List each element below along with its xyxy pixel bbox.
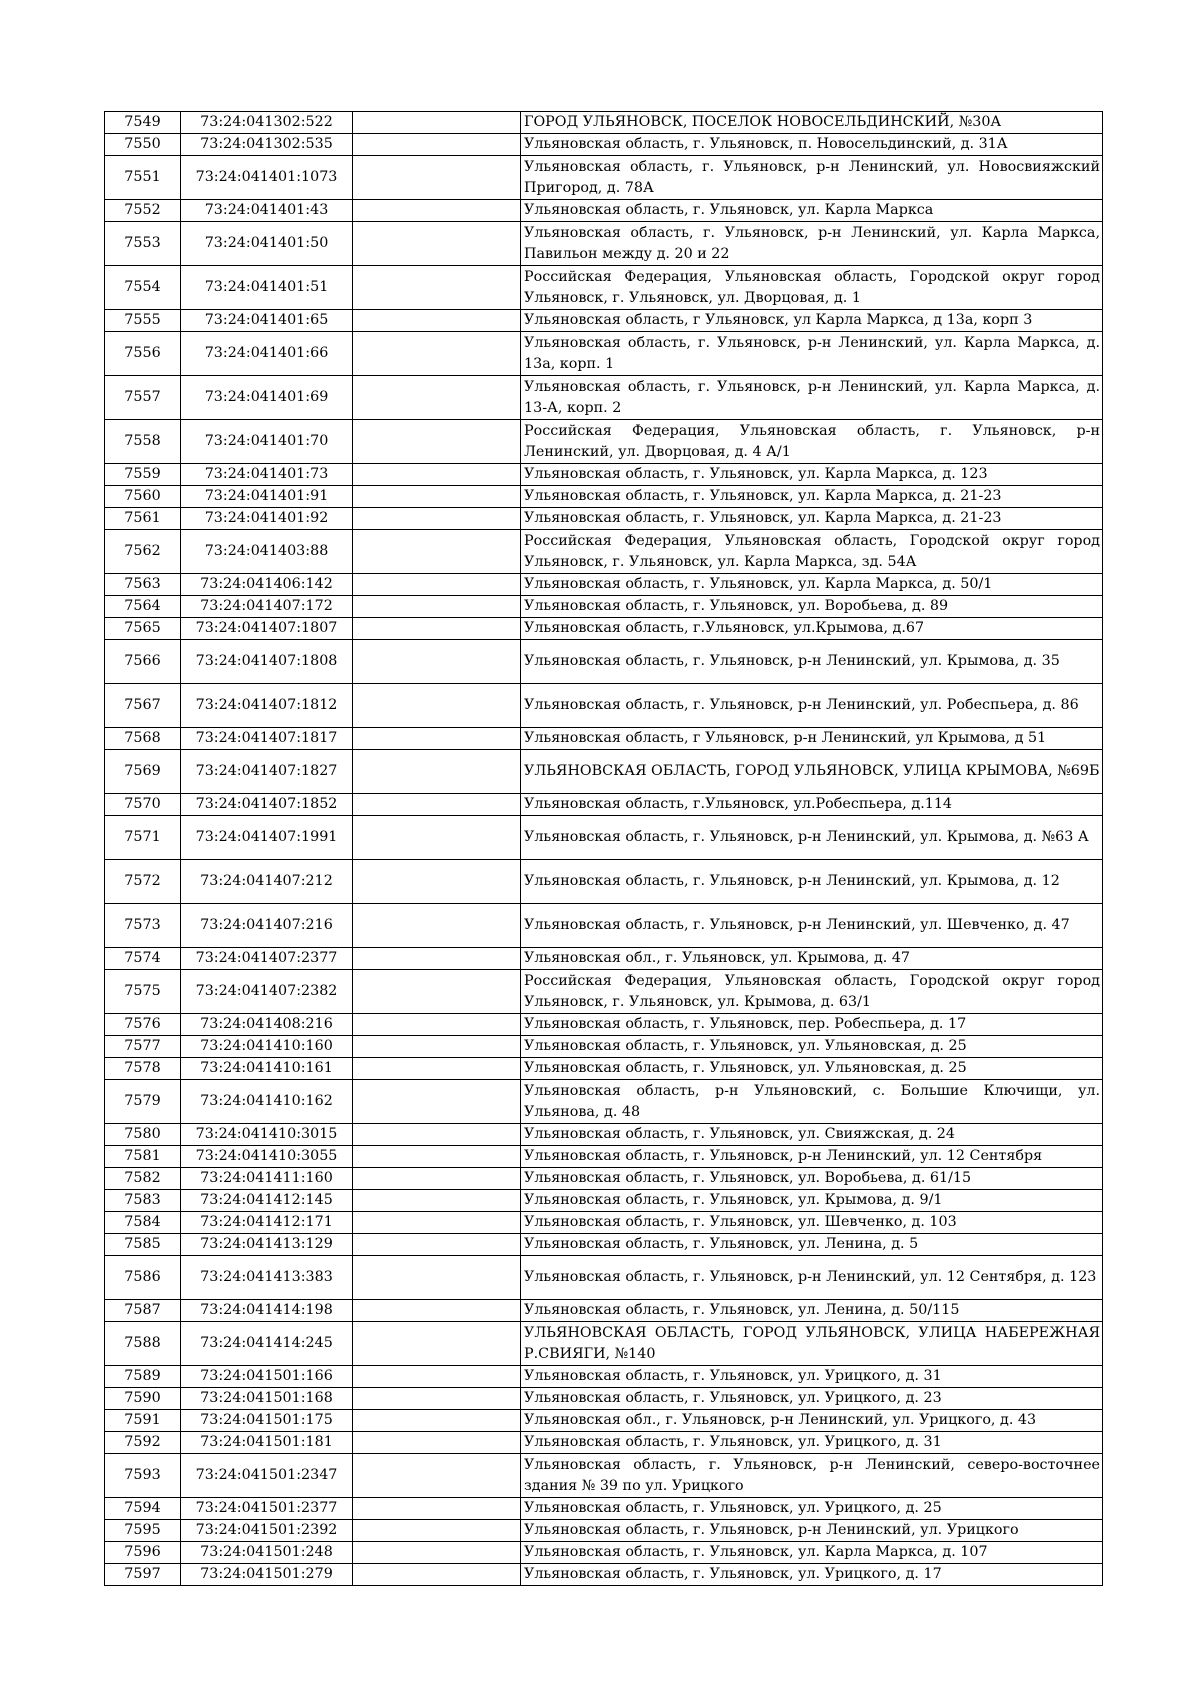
empty-cell <box>353 464 521 486</box>
address: Ульяновская область, г. Ульяновск, ул. Карла Маркса, д. 107 <box>521 1542 1103 1564</box>
cadastral-number: 73:24:041412:145 <box>181 1190 353 1212</box>
row-number: 7569 <box>105 750 181 794</box>
empty-cell <box>353 596 521 618</box>
cadastral-number: 73:24:041401:51 <box>181 266 353 310</box>
cadastral-number: 73:24:041401:69 <box>181 376 353 420</box>
table-row <box>105 134 1103 156</box>
table-row <box>105 1212 1103 1234</box>
table-row <box>105 1014 1103 1036</box>
address: Ульяновская область, г Ульяновск, р-н Ленинский, ул Крымова, д 51 <box>521 728 1103 750</box>
row-number: 7562 <box>105 530 181 574</box>
empty-cell <box>353 530 521 574</box>
row-number: 7579 <box>105 1080 181 1124</box>
empty-cell <box>353 1058 521 1080</box>
address: Ульяновская область, г. Ульяновск, р-н Ленинский, ул. Крымова, д. 35 <box>521 640 1103 684</box>
row-number: 7583 <box>105 1190 181 1212</box>
table-row <box>105 530 1103 574</box>
row-number: 7587 <box>105 1300 181 1322</box>
table-row <box>105 728 1103 750</box>
cadastral-number: 73:24:041410:3015 <box>181 1124 353 1146</box>
empty-cell <box>353 640 521 684</box>
table-row <box>105 1498 1103 1520</box>
cadastral-number: 73:24:041406:142 <box>181 574 353 596</box>
row-number: 7580 <box>105 1124 181 1146</box>
row-number: 7563 <box>105 574 181 596</box>
table-row <box>105 1564 1103 1586</box>
table-row <box>105 508 1103 530</box>
address: Ульяновская область, г. Ульяновск, р-н Ленинский, ул. Карла Маркса, д. 13а, корп. 1 <box>521 332 1103 376</box>
cadastral-number: 73:24:041414:198 <box>181 1300 353 1322</box>
address: УЛЬЯНОВСКАЯ ОБЛАСТЬ, ГОРОД УЛЬЯНОВСК, УЛИЦА КРЫМОВА, №69Б <box>521 750 1103 794</box>
table-row <box>105 794 1103 816</box>
address: Российская Федерация, Ульяновская область, Городской округ город Ульяновск, г. Ульяновск, ул. Крымова, д. 63/1 <box>521 970 1103 1014</box>
table-row <box>105 1036 1103 1058</box>
table-row <box>105 574 1103 596</box>
empty-cell <box>353 310 521 332</box>
table-row <box>105 970 1103 1014</box>
table-row <box>105 1146 1103 1168</box>
empty-cell <box>353 486 521 508</box>
row-number: 7586 <box>105 1256 181 1300</box>
address: Ульяновская область, г. Ульяновск, ул. Свияжская, д. 24 <box>521 1124 1103 1146</box>
cadastral-number: 73:24:041501:2377 <box>181 1498 353 1520</box>
empty-cell <box>353 1520 521 1542</box>
row-number: 7571 <box>105 816 181 860</box>
empty-cell <box>353 332 521 376</box>
cadastral-number: 73:24:041401:73 <box>181 464 353 486</box>
address: Ульяновская область, г. Ульяновск, ул. Карла Маркса, д. 21-23 <box>521 486 1103 508</box>
registry-table <box>104 111 1103 1586</box>
address: Российская Федерация, Ульяновская область, г. Ульяновск, р-н Ленинский, ул. Дворцовая, д. 4 А/1 <box>521 420 1103 464</box>
empty-cell <box>353 200 521 222</box>
empty-cell <box>353 816 521 860</box>
address: Ульяновская область, г. Ульяновск, пер. Робеспьера, д. 17 <box>521 1014 1103 1036</box>
address: Ульяновская область, г. Ульяновск, ул. Урицкого, д. 23 <box>521 1388 1103 1410</box>
row-number: 7577 <box>105 1036 181 1058</box>
address: Ульяновская область, г. Ульяновск, п. Новосельдинский, д. 31А <box>521 134 1103 156</box>
cadastral-number: 73:24:041501:2347 <box>181 1454 353 1498</box>
table-row <box>105 596 1103 618</box>
address: Ульяновская область, г. Ульяновск, ул. Ленина, д. 50/115 <box>521 1300 1103 1322</box>
table-row <box>105 948 1103 970</box>
empty-cell <box>353 156 521 200</box>
address: Ульяновская область, г. Ульяновск, ул. Карла Маркса, д. 123 <box>521 464 1103 486</box>
cadastral-number: 73:24:041407:1991 <box>181 816 353 860</box>
address: Ульяновская область, г. Ульяновск, ул. Ленина, д. 5 <box>521 1234 1103 1256</box>
address: Ульяновская область, г. Ульяновск, ул. Ульяновская, д. 25 <box>521 1036 1103 1058</box>
empty-cell <box>353 1190 521 1212</box>
address: Ульяновская область, г. Ульяновск, р-н Ленинский, ул. Робеспьера, д. 86 <box>521 684 1103 728</box>
address: Российская Федерация, Ульяновская область, Городской округ город Ульяновск, г. Ульяновск, ул. Карла Маркса, зд. 54А <box>521 530 1103 574</box>
row-number: 7553 <box>105 222 181 266</box>
row-number: 7556 <box>105 332 181 376</box>
row-number: 7581 <box>105 1146 181 1168</box>
empty-cell <box>353 794 521 816</box>
row-number: 7568 <box>105 728 181 750</box>
address: Ульяновская обл., г. Ульяновск, ул. Крымова, д. 47 <box>521 948 1103 970</box>
table-row <box>105 1124 1103 1146</box>
empty-cell <box>353 728 521 750</box>
row-number: 7585 <box>105 1234 181 1256</box>
empty-cell <box>353 1498 521 1520</box>
row-number: 7572 <box>105 860 181 904</box>
cadastral-number: 73:24:041401:65 <box>181 310 353 332</box>
row-number: 7576 <box>105 1014 181 1036</box>
cadastral-number: 73:24:041407:1808 <box>181 640 353 684</box>
table-row <box>105 750 1103 794</box>
empty-cell <box>353 420 521 464</box>
empty-cell <box>353 1124 521 1146</box>
table-row <box>105 1168 1103 1190</box>
table-row <box>105 222 1103 266</box>
row-number: 7558 <box>105 420 181 464</box>
address: Ульяновская область, г. Ульяновск, ул. Урицкого, д. 17 <box>521 1564 1103 1586</box>
empty-cell <box>353 1388 521 1410</box>
address: Ульяновская обл., г. Ульяновск, р-н Ленинский, ул. Урицкого, д. 43 <box>521 1410 1103 1432</box>
address: Ульяновская область, г. Ульяновск, ул. Воробьева, д. 61/15 <box>521 1168 1103 1190</box>
row-number: 7567 <box>105 684 181 728</box>
cadastral-number: 73:24:041407:212 <box>181 860 353 904</box>
address: Ульяновская область, г. Ульяновск, р-н Ленинский, ул. Новосвияжский Пригород, д. 78А <box>521 156 1103 200</box>
cadastral-number: 73:24:041401:50 <box>181 222 353 266</box>
address: Ульяновская область, г. Ульяновск, р-н Ленинский, северо-восточнее здания № 39 по ул. Урицкого <box>521 1454 1103 1498</box>
cadastral-number: 73:24:041407:1827 <box>181 750 353 794</box>
row-number: 7596 <box>105 1542 181 1564</box>
address: Российская Федерация, Ульяновская область, Городской округ город Ульяновск, г. Ульяновск, ул. Дворцовая, д. 1 <box>521 266 1103 310</box>
empty-cell <box>353 1212 521 1234</box>
table-row <box>105 1366 1103 1388</box>
empty-cell <box>353 1454 521 1498</box>
cadastral-number: 73:24:041302:522 <box>181 112 353 134</box>
table-row <box>105 376 1103 420</box>
address: Ульяновская область, г.Ульяновск, ул.Робеспьера, д.114 <box>521 794 1103 816</box>
table-row <box>105 1256 1103 1300</box>
table-row <box>105 904 1103 948</box>
table-row <box>105 1300 1103 1322</box>
address: Ульяновская область, г. Ульяновск, р-н Ленинский, ул. 12 Сентября, д. 123 <box>521 1256 1103 1300</box>
empty-cell <box>353 970 521 1014</box>
cadastral-number: 73:24:041407:1812 <box>181 684 353 728</box>
empty-cell <box>353 1410 521 1432</box>
address: УЛЬЯНОВСКАЯ ОБЛАСТЬ, ГОРОД УЛЬЯНОВСК, УЛИЦА НАБЕРЕЖНАЯ Р.СВИЯГИ, №140 <box>521 1322 1103 1366</box>
cadastral-number: 73:24:041401:91 <box>181 486 353 508</box>
table-row <box>105 1432 1103 1454</box>
row-number: 7551 <box>105 156 181 200</box>
registry-body <box>105 112 1103 1586</box>
empty-cell <box>353 1256 521 1300</box>
empty-cell <box>353 574 521 596</box>
table-row <box>105 640 1103 684</box>
empty-cell <box>353 1036 521 1058</box>
empty-cell <box>353 376 521 420</box>
row-number: 7584 <box>105 1212 181 1234</box>
row-number: 7564 <box>105 596 181 618</box>
row-number: 7560 <box>105 486 181 508</box>
row-number: 7566 <box>105 640 181 684</box>
row-number: 7575 <box>105 970 181 1014</box>
row-number: 7554 <box>105 266 181 310</box>
table-row <box>105 1234 1103 1256</box>
cadastral-number: 73:24:041412:171 <box>181 1212 353 1234</box>
row-number: 7574 <box>105 948 181 970</box>
address: Ульяновская область, г. Ульяновск, р-н Ленинский, ул. 12 Сентября <box>521 1146 1103 1168</box>
table-row <box>105 1520 1103 1542</box>
row-number: 7570 <box>105 794 181 816</box>
empty-cell <box>353 1366 521 1388</box>
row-number: 7588 <box>105 1322 181 1366</box>
cadastral-number: 73:24:041401:43 <box>181 200 353 222</box>
empty-cell <box>353 266 521 310</box>
empty-cell <box>353 1234 521 1256</box>
address: Ульяновская область, г. Ульяновск, р-н Ленинский, ул. Урицкого <box>521 1520 1103 1542</box>
cadastral-number: 73:24:041411:160 <box>181 1168 353 1190</box>
table-row <box>105 684 1103 728</box>
table-row <box>105 420 1103 464</box>
address: Ульяновская область, г. Ульяновск, р-н Ленинский, ул. Карла Маркса, Павильон между д. 20 и 22 <box>521 222 1103 266</box>
table-row <box>105 112 1103 134</box>
table-row <box>105 310 1103 332</box>
cadastral-number: 73:24:041413:383 <box>181 1256 353 1300</box>
cadastral-number: 73:24:041407:2377 <box>181 948 353 970</box>
cadastral-number: 73:24:041410:162 <box>181 1080 353 1124</box>
cadastral-number: 73:24:041401:66 <box>181 332 353 376</box>
empty-cell <box>353 684 521 728</box>
cadastral-number: 73:24:041407:1807 <box>181 618 353 640</box>
empty-cell <box>353 750 521 794</box>
cadastral-number: 73:24:041302:535 <box>181 134 353 156</box>
row-number: 7578 <box>105 1058 181 1080</box>
address: Ульяновская область, г. Ульяновск, р-н Ленинский, ул. Крымова, д. №63 А <box>521 816 1103 860</box>
address: Ульяновская область, г. Ульяновск, ул. Воробьева, д. 89 <box>521 596 1103 618</box>
empty-cell <box>353 1300 521 1322</box>
address: Ульяновская область, г Ульяновск, ул Карла Маркса, д 13а, корп 3 <box>521 310 1103 332</box>
empty-cell <box>353 1564 521 1586</box>
empty-cell <box>353 1542 521 1564</box>
row-number: 7591 <box>105 1410 181 1432</box>
table-row <box>105 464 1103 486</box>
cadastral-number: 73:24:041407:216 <box>181 904 353 948</box>
table-row <box>105 486 1103 508</box>
row-number: 7597 <box>105 1564 181 1586</box>
cadastral-number: 73:24:041501:248 <box>181 1542 353 1564</box>
empty-cell <box>353 1146 521 1168</box>
row-number: 7589 <box>105 1366 181 1388</box>
table-row <box>105 1058 1103 1080</box>
cadastral-number: 73:24:041410:161 <box>181 1058 353 1080</box>
cadastral-number: 73:24:041401:92 <box>181 508 353 530</box>
cadastral-number: 73:24:041401:70 <box>181 420 353 464</box>
empty-cell <box>353 508 521 530</box>
row-number: 7557 <box>105 376 181 420</box>
cadastral-number: 73:24:041501:181 <box>181 1432 353 1454</box>
cadastral-number: 73:24:041501:168 <box>181 1388 353 1410</box>
address: Ульяновская область, г. Ульяновск, ул. Урицкого, д. 31 <box>521 1366 1103 1388</box>
cadastral-number: 73:24:041501:279 <box>181 1564 353 1586</box>
table-row <box>105 860 1103 904</box>
row-number: 7565 <box>105 618 181 640</box>
row-number: 7552 <box>105 200 181 222</box>
row-number: 7549 <box>105 112 181 134</box>
row-number: 7593 <box>105 1454 181 1498</box>
cadastral-number: 73:24:041413:129 <box>181 1234 353 1256</box>
row-number: 7590 <box>105 1388 181 1410</box>
cadastral-number: 73:24:041407:2382 <box>181 970 353 1014</box>
row-number: 7559 <box>105 464 181 486</box>
table-row <box>105 1388 1103 1410</box>
address: Ульяновская область, г. Ульяновск, ул. Шевченко, д. 103 <box>521 1212 1103 1234</box>
address: Ульяновская область, г. Ульяновск, р-н Ленинский, ул. Шевченко, д. 47 <box>521 904 1103 948</box>
empty-cell <box>353 1014 521 1036</box>
empty-cell <box>353 948 521 970</box>
address: Ульяновская область, г. Ульяновск, ул. Урицкого, д. 31 <box>521 1432 1103 1454</box>
row-number: 7550 <box>105 134 181 156</box>
row-number: 7561 <box>105 508 181 530</box>
empty-cell <box>353 112 521 134</box>
table-row <box>105 1322 1103 1366</box>
address: ГОРОД УЛЬЯНОВСК, ПОСЕЛОК НОВОСЕЛЬДИНСКИЙ, №30А <box>521 112 1103 134</box>
address: Ульяновская область, г. Ульяновск, ул. Урицкого, д. 25 <box>521 1498 1103 1520</box>
empty-cell <box>353 1322 521 1366</box>
table-row <box>105 1542 1103 1564</box>
address: Ульяновская область, г. Ульяновск, ул. Карла Маркса, д. 21-23 <box>521 508 1103 530</box>
address: Ульяновская область, р-н Ульяновский, с. Большие Ключищи, ул. Ульянова, д. 48 <box>521 1080 1103 1124</box>
empty-cell <box>353 904 521 948</box>
empty-cell <box>353 1168 521 1190</box>
empty-cell <box>353 222 521 266</box>
row-number: 7573 <box>105 904 181 948</box>
empty-cell <box>353 1080 521 1124</box>
empty-cell <box>353 1432 521 1454</box>
address: Ульяновская область, г. Ульяновск, ул. Крымова, д. 9/1 <box>521 1190 1103 1212</box>
cadastral-number: 73:24:041407:1817 <box>181 728 353 750</box>
cadastral-number: 73:24:041401:1073 <box>181 156 353 200</box>
cadastral-number: 73:24:041501:2392 <box>181 1520 353 1542</box>
cadastral-number: 73:24:041410:160 <box>181 1036 353 1058</box>
cadastral-number: 73:24:041407:172 <box>181 596 353 618</box>
table-row <box>105 1454 1103 1498</box>
empty-cell <box>353 134 521 156</box>
cadastral-number: 73:24:041501:175 <box>181 1410 353 1432</box>
cadastral-number: 73:24:041408:216 <box>181 1014 353 1036</box>
table-row <box>105 332 1103 376</box>
table-row <box>105 618 1103 640</box>
cadastral-number: 73:24:041403:88 <box>181 530 353 574</box>
cadastral-number: 73:24:041414:245 <box>181 1322 353 1366</box>
table-row <box>105 816 1103 860</box>
address: Ульяновская область, г. Ульяновск, ул. Ульяновская, д. 25 <box>521 1058 1103 1080</box>
table-row <box>105 1410 1103 1432</box>
row-number: 7555 <box>105 310 181 332</box>
address: Ульяновская область, г. Ульяновск, ул. Карла Маркса <box>521 200 1103 222</box>
address: Ульяновская область, г. Ульяновск, р-н Ленинский, ул. Карла Маркса, д. 13-А, корп. 2 <box>521 376 1103 420</box>
table-row <box>105 266 1103 310</box>
table-row <box>105 1080 1103 1124</box>
address: Ульяновская область, г. Ульяновск, ул. Карла Маркса, д. 50/1 <box>521 574 1103 596</box>
address: Ульяновская область, г.Ульяновск, ул.Крымова, д.67 <box>521 618 1103 640</box>
empty-cell <box>353 618 521 640</box>
cadastral-number: 73:24:041410:3055 <box>181 1146 353 1168</box>
cadastral-number: 73:24:041501:166 <box>181 1366 353 1388</box>
row-number: 7594 <box>105 1498 181 1520</box>
row-number: 7582 <box>105 1168 181 1190</box>
row-number: 7595 <box>105 1520 181 1542</box>
address: Ульяновская область, г. Ульяновск, р-н Ленинский, ул. Крымова, д. 12 <box>521 860 1103 904</box>
table-row <box>105 156 1103 200</box>
row-number: 7592 <box>105 1432 181 1454</box>
table-row <box>105 200 1103 222</box>
cadastral-number: 73:24:041407:1852 <box>181 794 353 816</box>
empty-cell <box>353 860 521 904</box>
table-row <box>105 1190 1103 1212</box>
